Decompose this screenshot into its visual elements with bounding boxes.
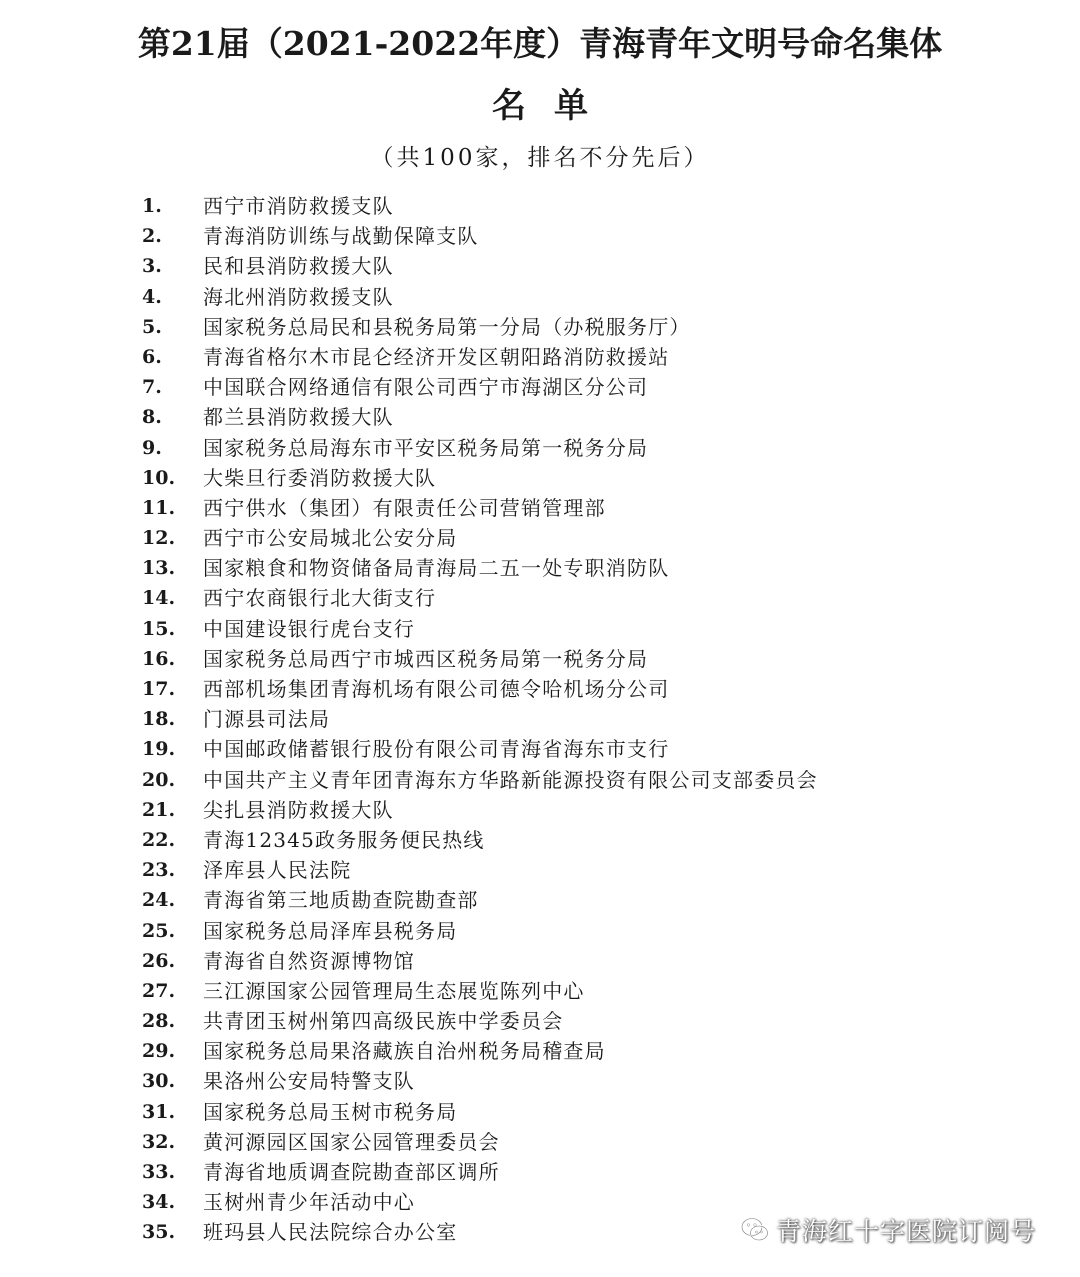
list-item bbox=[0, 221, 1080, 251]
item-number: 20. bbox=[142, 768, 176, 791]
document-subtitle: 名单 bbox=[492, 86, 616, 126]
item-name: 班玛县人民法院综合办公室 bbox=[203, 1220, 458, 1245]
item-number: 7. bbox=[142, 376, 162, 399]
item-number: 19. bbox=[142, 738, 176, 761]
item-name: 青海消防训练与战勤保障支队 bbox=[203, 224, 479, 249]
item-name: 西宁市公安局城北公安分局 bbox=[203, 526, 458, 551]
item-number: 26. bbox=[142, 949, 176, 972]
item-number: 15. bbox=[142, 617, 176, 640]
item-name: 大柴旦行委消防救援大队 bbox=[203, 465, 437, 490]
list-item bbox=[0, 553, 1080, 583]
item-name: 共青团玉树州第四高级民族中学委员会 bbox=[203, 1009, 564, 1034]
list-item bbox=[0, 583, 1080, 613]
item-name: 泽库县人民法院 bbox=[203, 858, 352, 883]
item-name: 国家税务总局西宁市城西区税务局第一税务分局 bbox=[203, 646, 649, 671]
item-number: 27. bbox=[142, 979, 176, 1002]
item-number: 16. bbox=[142, 647, 176, 670]
document-note: （共100家，排名不分先后） bbox=[370, 145, 710, 171]
list-item bbox=[0, 282, 1080, 312]
item-number: 14. bbox=[142, 587, 176, 610]
list-item bbox=[0, 644, 1080, 674]
item-name: 尖扎县消防救援大队 bbox=[203, 797, 394, 822]
item-name: 三江源国家公园管理局生态展览陈列中心 bbox=[203, 978, 585, 1003]
item-number: 11. bbox=[142, 496, 176, 519]
item-name: 西部机场集团青海机场有限公司德令哈机场分公司 bbox=[203, 677, 670, 701]
item-number: 4. bbox=[142, 285, 162, 308]
list-item bbox=[0, 916, 1080, 946]
item-number: 9. bbox=[142, 436, 162, 459]
item-name: 青海省第三地质勘查院勘查部 bbox=[203, 888, 479, 913]
item-number: 1. bbox=[142, 195, 162, 217]
item-number: 22. bbox=[142, 828, 176, 851]
item-name: 国家税务总局海东市平安区税务局第一税务分局 bbox=[203, 435, 649, 460]
list-item bbox=[0, 1097, 1080, 1127]
item-name: 青海省自然资源博物馆 bbox=[203, 948, 415, 973]
item-name: 中国建设银行虎台支行 bbox=[203, 616, 415, 641]
item-number: 24. bbox=[142, 889, 176, 912]
item-name: 西宁供水（集团）有限责任公司营销管理部 bbox=[203, 495, 606, 520]
item-number: 28. bbox=[142, 1010, 176, 1033]
item-name: 玉树州青少年活动中心 bbox=[203, 1190, 415, 1215]
list-item bbox=[0, 523, 1080, 553]
list-item bbox=[0, 1127, 1080, 1157]
list-item bbox=[0, 1157, 1080, 1187]
item-number: 35. bbox=[142, 1221, 176, 1244]
list-item bbox=[0, 372, 1080, 402]
list-item bbox=[0, 825, 1080, 855]
item-name: 都兰县消防救援大队 bbox=[203, 405, 394, 430]
watermark bbox=[740, 1210, 1036, 1250]
item-number: 31. bbox=[142, 1100, 176, 1123]
item-name: 西宁农商银行北大街支行 bbox=[203, 586, 437, 611]
list-item bbox=[0, 734, 1080, 764]
list-item bbox=[0, 433, 1080, 463]
item-name: 海北州消防救援支队 bbox=[203, 284, 394, 309]
list-item bbox=[0, 704, 1080, 734]
list-item bbox=[0, 885, 1080, 915]
list-item bbox=[0, 795, 1080, 825]
item-number: 2. bbox=[142, 225, 162, 248]
list-item bbox=[0, 402, 1080, 432]
list-item bbox=[0, 855, 1080, 885]
item-name: 黄河源园区国家公园管理委员会 bbox=[203, 1129, 500, 1154]
item-name: 门源县司法局 bbox=[203, 707, 331, 732]
item-name: 国家税务总局民和县税务局第一分局（办税服务厅） bbox=[203, 314, 691, 339]
item-number: 10. bbox=[142, 466, 176, 489]
list-item bbox=[0, 674, 1080, 704]
item-number: 29. bbox=[142, 1040, 176, 1063]
item-name: 青海12345政务服务便民热线 bbox=[203, 827, 485, 852]
item-name: 中国联合网络通信有限公司西宁市海湖区分公司 bbox=[203, 375, 649, 400]
item-name: 国家税务总局玉树市税务局 bbox=[203, 1099, 458, 1124]
list-item bbox=[0, 463, 1080, 493]
item-number: 33. bbox=[142, 1161, 176, 1183]
item-number: 21. bbox=[142, 798, 176, 821]
wechat-icon bbox=[740, 1215, 770, 1245]
item-name: 西宁市消防救援支队 bbox=[203, 194, 394, 218]
item-number: 18. bbox=[142, 708, 176, 731]
item-name: 中国共产主义青年团青海东方华路新能源投资有限公司支部委员会 bbox=[203, 767, 818, 792]
list-item bbox=[0, 312, 1080, 342]
item-name: 青海省地质调查院勘查部区调所 bbox=[203, 1160, 500, 1184]
item-number: 30. bbox=[142, 1070, 176, 1093]
item-name: 国家粮食和物资储备局青海局二五一处专职消防队 bbox=[203, 556, 670, 581]
item-name: 国家税务总局泽库县税务局 bbox=[203, 918, 458, 943]
list-item bbox=[0, 946, 1080, 976]
list-item bbox=[0, 1036, 1080, 1066]
item-number: 8. bbox=[142, 406, 162, 429]
document-title: 第21届（2021-2022年度）青海青年文明号命名集体 bbox=[137, 24, 943, 63]
item-number: 23. bbox=[142, 859, 176, 882]
item-name: 中国邮政储蓄银行股份有限公司青海省海东市支行 bbox=[203, 737, 670, 762]
list-item bbox=[0, 765, 1080, 795]
item-name: 青海省格尔木市昆仑经济开发区朝阳路消防救援站 bbox=[203, 344, 670, 369]
list-item bbox=[0, 342, 1080, 372]
list-item bbox=[0, 976, 1080, 1006]
watermark-text: 青海红十字医院订阅号 bbox=[776, 1217, 1037, 1246]
item-name: 民和县消防救援大队 bbox=[203, 254, 394, 279]
item-number: 12. bbox=[142, 527, 176, 550]
list-item bbox=[0, 493, 1080, 523]
item-number: 25. bbox=[142, 919, 176, 942]
list-item bbox=[0, 614, 1080, 644]
item-number: 34. bbox=[142, 1191, 176, 1214]
list-item bbox=[0, 251, 1080, 281]
item-name: 国家税务总局果洛藏族自治州税务局稽查局 bbox=[203, 1039, 606, 1064]
item-number: 3. bbox=[142, 255, 162, 278]
list-item bbox=[0, 1006, 1080, 1036]
list-item bbox=[0, 191, 1080, 221]
item-number: 13. bbox=[142, 557, 176, 580]
entry-list bbox=[0, 191, 1080, 1248]
item-number: 6. bbox=[142, 345, 162, 368]
item-number: 17. bbox=[142, 678, 176, 700]
item-number: 5. bbox=[142, 315, 162, 338]
item-name: 果洛州公安局特警支队 bbox=[203, 1069, 415, 1094]
list-item bbox=[0, 1066, 1080, 1096]
item-number: 32. bbox=[142, 1130, 176, 1153]
